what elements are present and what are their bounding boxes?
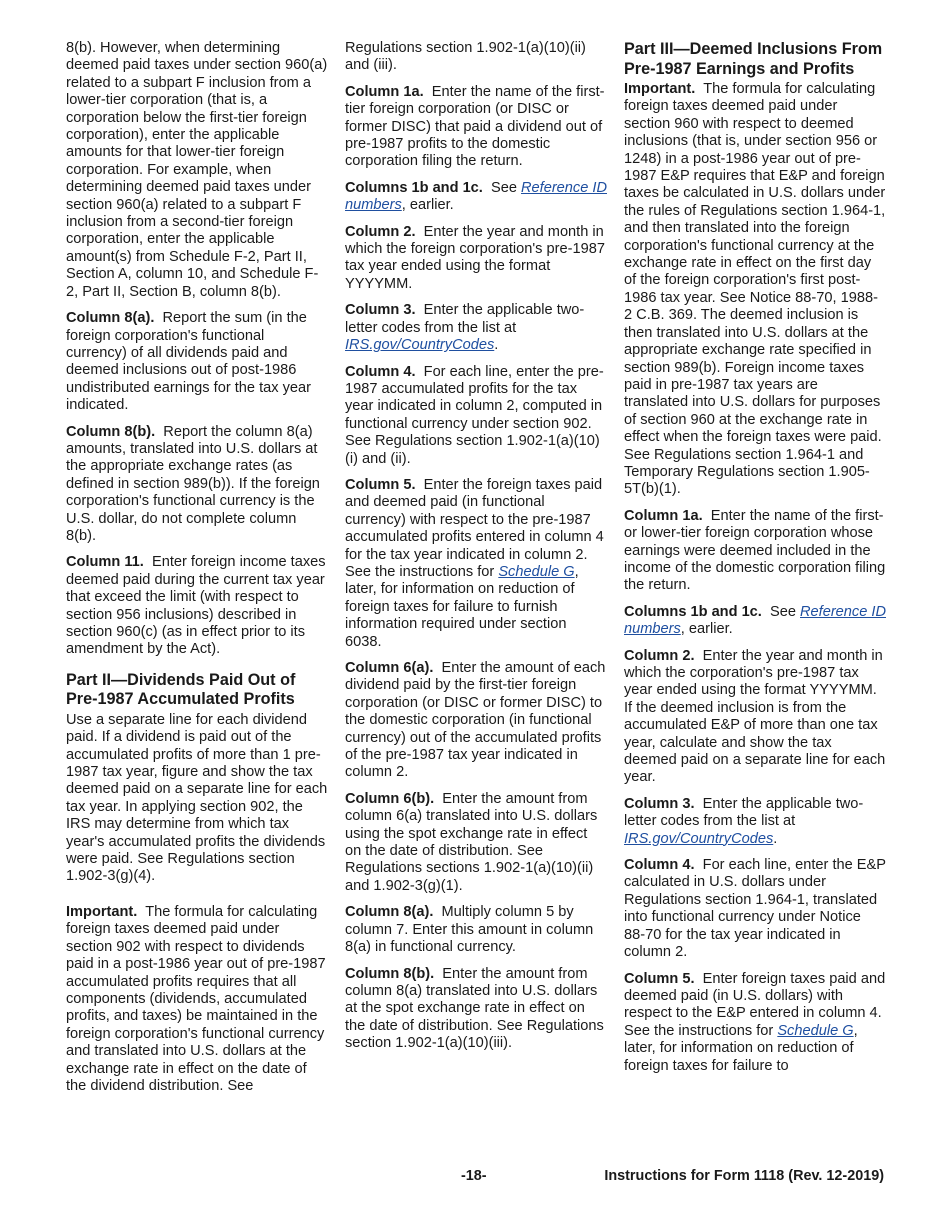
paragraph-column-3: Column 3. Enter the applicable two-letter codes from the list at IRS.gov/CountryCodes. [624, 795, 864, 847]
paragraph-column-4: Column 4. For each line, enter the pre-1987 accumulated profits for the tax year indicated in column 2, computed in functional currency under section 902. See Regulations section 1.902-1(a)(10)(i) and (ii). [345, 363, 604, 467]
paragraph-columns-1b-1c: Columns 1b and 1c. See Reference ID numbers, earlier. [345, 179, 607, 214]
paragraph-heading: Important. [624, 81, 696, 97]
paragraph-column-4: Column 4. For each line, enter the E&P calculated in U.S. dollars under Regulations section 1.964-1, translated into functional currency under Notice 88-70 for the tax year indicated in column 2. [624, 857, 886, 961]
paragraph-heading: Column 8(b). [66, 423, 156, 440]
column-right [624, 40, 886, 1084]
paragraph-heading: Column 6(b). [345, 790, 435, 807]
paragraph: Regulations section 1.902-1(a)(10)(ii) and (iii). [345, 40, 586, 74]
paragraph: Use a separate line for each dividend paid. If a dividend is paid out of the accumulated profits of more than 1 pre-1987 tax year, figure and show the tax deemed paid on a separate line for each tax year. In applying section 902, the IRS may determine from which tax year's accumulated profits the dividends were paid. See Regulations section 1.902-3(g)(4). [66, 711, 328, 885]
paragraph-heading: Columns 1b and 1c. [345, 179, 483, 196]
paragraph: 8(b). However, when determining deemed paid taxes under section 960(a) related to a subpart F inclusion from a lower-tier corporation (that is, a corporation below the first-tier foreign corporation), enter the applicable amounts for that lower-tier foreign corporation. For example, when determining deemed paid taxes under section 960(a) related to a subpart F inclusion from a second-tier foreign corporation, enter the applicable amount(s) from Schedule F-2, Part II, Section A, column 10, and Schedule F-2, Part II, Section B, column 8(b). [66, 40, 328, 300]
paragraph-heading: Column 8(b). [345, 965, 435, 982]
paragraph-column-2: Column 2. Enter the year and month in which the corporation's pre-1987 tax year ended using the format YYYYMM. If the deemed inclusion is from the accumulated E&P of more than one tax year, calculate and show the tax deemed paid on a separate line for each year. [624, 647, 886, 786]
reference-id-numbers-link[interactable]: Reference ID numbers [624, 603, 886, 638]
paragraph-heading: Column 1a. [345, 83, 424, 100]
paragraph-heading: Column 6(a). [345, 660, 434, 676]
paragraph-heading: Column 8(a). [66, 310, 155, 327]
paragraph-column-2: Column 2. Enter the year and month in which the foreign corporation's pre-1987 tax year ended using the format YYYYMM. [345, 223, 605, 292]
paragraph-column-8a: Column 8(a). Multiply column 5 by column 7. Enter this amount in column 8(a) in functional currency. [345, 904, 594, 956]
column-middle [345, 40, 607, 1062]
paragraph-heading: Important. [66, 903, 138, 920]
section-heading-part-ii: Part II—Dividends Paid Out of Pre-1987 Accumulated Profits [66, 670, 296, 709]
paragraph-column-6b: Column 6(b). Enter the amount from column 6(a) translated into U.S. dollars using the spot exchange rate in effect on the date of distribution. See Regulations sections 1.902-1(a)(10)(ii) and 1.902-3(g)(1). [345, 790, 598, 894]
country-codes-link[interactable]: IRS.gov/CountryCodes [624, 830, 774, 847]
paragraph-heading: Column 3. [345, 302, 416, 319]
paragraph-heading: Column 2. [624, 647, 695, 664]
paragraph-column-1a: Column 1a. Enter the name of the first-tier foreign corporation (or DISC or former DISC) that paid a dividend out of pre-1987 profits to the domestic corporation filing the return. [345, 83, 605, 170]
paragraph-heading: Columns 1b and 1c. [624, 603, 762, 620]
paragraph-heading: Column 5. [345, 476, 416, 493]
page-number: -18- [461, 1168, 487, 1184]
paragraph-column-1a: Column 1a. Enter the name of the first- or lower-tier foreign corporation whose earnings were deemed included in the income of the domestic corporation filing the return. [624, 507, 886, 594]
paragraph-column-11: Column 11. Enter foreign income taxes deemed paid during the current tax year that exceed the limit (with respect to section 956 inclusions) described in section 960(c) (as in effect prior to its amendment by the Act). [66, 554, 326, 658]
paragraph-columns-1b-1c: Columns 1b and 1c. See Reference ID numbers, earlier. [624, 603, 886, 638]
schedule-g-link[interactable]: Schedule G [498, 563, 575, 580]
paragraph-column-8b: Column 8(b). Report the column 8(a) amounts, translated into U.S. dollars at the appropriate exchange rates (as defined in section 989(b)). If the foreign corporation's functional currency is the U.S. dollar, do not complete column 8(b). [66, 423, 320, 544]
paragraph-heading: Column 4. [345, 363, 416, 380]
paragraph-column-6a: Column 6(a). Enter the amount of each dividend paid by the first-tier foreign corporation (or DISC or former DISC) to the domestic corporation (in functional currency) out of the accumulated profits of the pre-1987 tax year indicated in column 2. [345, 660, 606, 781]
schedule-g-link[interactable]: Schedule G [777, 1022, 854, 1039]
paragraph-column-5: Column 5. Enter the foreign taxes paid and deemed paid (in functional currency) with respect to the pre-1987 accumulated profits entered in column 4 for the tax year indicated in column 2. See the instructions for Schedule G, later, for information on reduction of foreign taxes for failure to furnish information required under section 6038. [345, 476, 604, 650]
paragraph-heading: Column 2. [345, 223, 416, 240]
paragraph-important: Important. The formula for calculating foreign taxes deemed paid under section 902 with respect to dividends paid in a post-1986 year out of pre-1987 accumulated profits requires that all components (dividends, accumulated profits, and taxes) be maintained in the foreign corporation's functional currency and translated into U.S. dollars at the exchange rate in effect on the date of the dividend distribution. See [66, 903, 326, 1094]
paragraph-heading: Column 4. [624, 857, 695, 874]
paragraph-heading: Column 8(a). [345, 904, 434, 921]
paragraph-heading: Column 5. [624, 970, 695, 987]
paragraph-heading: Column 3. [624, 795, 695, 812]
reference-id-numbers-link[interactable]: Reference ID numbers [345, 179, 607, 214]
paragraph-heading: Column 11. [66, 554, 144, 571]
paragraph-column-3: Column 3. Enter the applicable two-letter codes from the list at IRS.gov/CountryCodes. [345, 302, 585, 354]
form-title-footer: Instructions for Form 1118 (Rev. 12-2019) [604, 1168, 884, 1184]
paragraph-column-5: Column 5. Enter foreign taxes paid and deemed paid (in U.S. dollars) with respect to the E&P entered in column 4. See the instructions for Schedule G, later, for information on reduction of foreign taxes for failure to [624, 970, 886, 1074]
paragraph-important: Important. The formula for calculating foreign taxes deemed paid under section 960 with respect to deemed inclusions (that is, under section 956 or 1248) in a post-1986 year out of pre-1987 E&P requires that E&P and foreign taxes be calculated in U.S. dollars under the rules of Regulations section 1.964-1, and then translated into the foreign corporation's functional currency at the exchange rate in effect on the first day of the foreign corporation's first post-1986 tax year. See Notice 88-70, 1988-2 C.B. 369. The deemed inclusion is then translated into U.S. dollars at the appropriate exchange rate specified in section 989(b). Foreign income taxes paid in pre-1987 tax years are translated into U.S. dollars for purposes of section 960 at the exchange rate in effect when the foreign taxes were paid. See Regulations section 1.964-1 and Temporary Regulations section 1.905-5T(b)(1). [624, 81, 886, 498]
paragraph-column-8b: Column 8(b). Enter the amount from column 8(a) translated into U.S. dollars at the spot exchange rate in effect on the date of distribution. See Regulations section 1.902-1(a)(10)(iii). [345, 965, 604, 1052]
country-codes-link[interactable]: IRS.gov/CountryCodes [345, 337, 495, 354]
paragraph-column-8a: Column 8(a). Report the sum (in the foreign corporation's functional currency) of all dividends paid and deemed inclusions out of post-1986 undistributed earnings for the tax year indicated. [66, 310, 311, 414]
section-heading-part-iii: Part III—Deemed Inclusions From Pre-1987 Earnings and Profits [624, 40, 883, 78]
paragraph-heading: Column 1a. [624, 507, 703, 524]
column-left [66, 40, 328, 1104]
